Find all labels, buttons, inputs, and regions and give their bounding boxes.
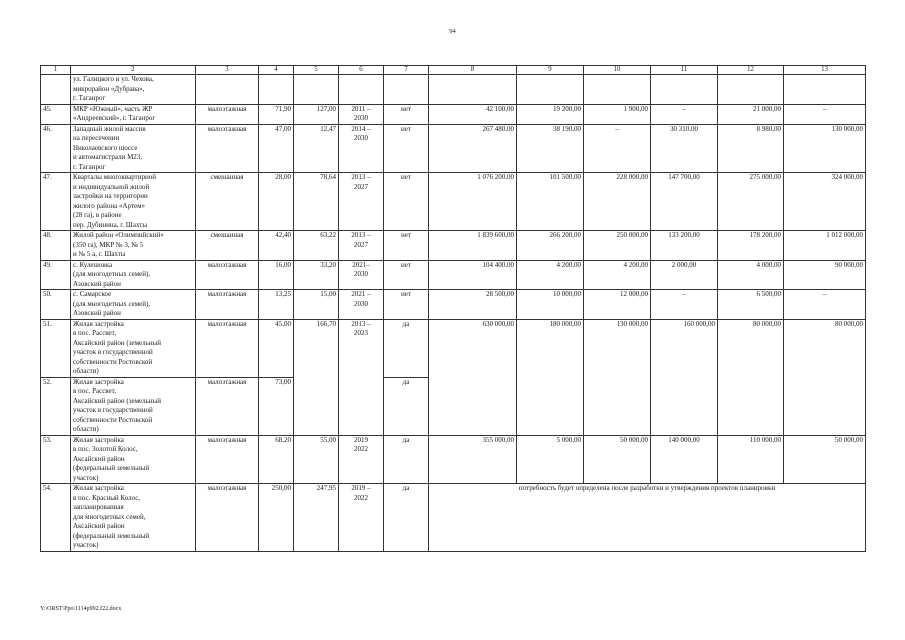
cell-c9: 180 000,00: [517, 319, 584, 435]
cell-type: малоэтажная: [196, 104, 259, 124]
column-header: 9: [517, 66, 584, 75]
cell-c8: 267 480,00: [429, 124, 517, 173]
cell-name: с. Самарское (для многодетных семей), Азовский район: [71, 290, 196, 320]
cell-type: малоэтажная: [196, 124, 259, 173]
cell-c4: 71,90: [259, 104, 294, 124]
cell-c10: 130 000,00: [584, 319, 651, 435]
table-row: [41, 260, 866, 290]
cell-type: малоэтажная: [196, 260, 259, 290]
cell-c8: 104 400,00: [429, 260, 517, 290]
column-header: 3: [196, 66, 259, 75]
cell-c7: да: [384, 484, 429, 552]
table-row: [41, 231, 866, 261]
continuation-name: ул. Галицкого и ул. Чехова, микрорайон «Дубрава», г. Таганрог: [71, 75, 196, 105]
cell-c12: 6 500,00: [718, 290, 784, 320]
cell-c4: 73,00: [259, 377, 294, 435]
cell-num: 53.: [41, 435, 71, 484]
cell-c9: 19 200,00: [517, 104, 584, 124]
cell-c4: 68,20: [259, 435, 294, 484]
cell-c10: 1 900,00: [584, 104, 651, 124]
cell-c6: 2019 2022: [339, 435, 384, 484]
cell-c13: 90 000,00: [784, 260, 866, 290]
column-header: 4: [259, 66, 294, 75]
cell-c10: 12 000,00: [584, 290, 651, 320]
header-row: [41, 66, 866, 75]
cell-c11: 140 000,00: [651, 435, 718, 484]
table-row: [41, 124, 866, 173]
cell-c12: 80 000,00: [718, 319, 784, 435]
cell-num: 48.: [41, 231, 71, 261]
cell-name: Жилая застройка в пос. Рассвет, Аксайский район (земельный участок в государственной собственности Ростовской области): [71, 377, 196, 435]
cell-c7: нет: [384, 260, 429, 290]
cell-c5: 247,95: [294, 484, 339, 552]
footer-file-path: Y:\ORST\Ppo\1114p992.f22.docx: [40, 606, 122, 612]
continuation-row: [41, 75, 866, 105]
cell-type: малоэтажная: [196, 377, 259, 435]
cell-name: с. Кулешовка (для многодетных семей), Азовский район: [71, 260, 196, 290]
table-body: [41, 75, 866, 552]
cell-c7: нет: [384, 173, 429, 231]
cell-num: 51.: [41, 319, 71, 377]
cell-c5: 15,00: [294, 290, 339, 320]
table-row: [41, 319, 866, 377]
cell-num: 45.: [41, 104, 71, 124]
table-row: [41, 290, 866, 320]
cell-c11: 133 200,00: [651, 231, 718, 261]
cell-c11: –: [651, 104, 718, 124]
cell-c5: 33,20: [294, 260, 339, 290]
table-header: [41, 66, 866, 75]
column-header: 8: [429, 66, 517, 75]
cell-c4: 28,00: [259, 173, 294, 231]
cell-c5: 63,22: [294, 231, 339, 261]
column-header: 7: [384, 66, 429, 75]
cell-type: смешанная: [196, 173, 259, 231]
cell-c11: 147 700,00: [651, 173, 718, 231]
cell-num: 49.: [41, 260, 71, 290]
cell-c9: 10 000,00: [517, 290, 584, 320]
cell-type: малоэтажная: [196, 319, 259, 377]
column-header: 6: [339, 66, 384, 75]
cell-c4: 47,00: [259, 124, 294, 173]
cell-c13: 324 000,00: [784, 173, 866, 231]
cell-c5: 78,64: [294, 173, 339, 231]
cell-c5: 127,00: [294, 104, 339, 124]
cell-note: потребность будет определена после разработки и утверждения проектов планировки: [429, 484, 866, 552]
cell-c8: 1 076 200,00: [429, 173, 517, 231]
cell-c13: 50 000,00: [784, 435, 866, 484]
cell-c6: 2021 – 2030: [339, 290, 384, 320]
column-header: 12: [718, 66, 784, 75]
cell-name: Жилой район «Олимпийский» (350 га), МКР № 3, № 5 и № 5 а, г. Шахты: [71, 231, 196, 261]
cell-num: 54.: [41, 484, 71, 552]
column-header: 1: [41, 66, 71, 75]
cell-c7: да: [384, 435, 429, 484]
cell-c6: 2019 – 2022: [339, 484, 384, 552]
column-header: 11: [651, 66, 718, 75]
cell-c6: 2013 – 2027: [339, 173, 384, 231]
cell-num: 47.: [41, 173, 71, 231]
cell-num: 50.: [41, 290, 71, 320]
table-row: [41, 104, 866, 124]
cell-c12: 8 980,00: [718, 124, 784, 173]
cell-name: МКР «Южный», часть ЖР «Андреевский», г. Таганрог: [71, 104, 196, 124]
cell-c8: 42 100,00: [429, 104, 517, 124]
cell-c4: 45,00: [259, 319, 294, 377]
cell-name: Западный жилой массив на пересечении Николаевского шоссе и автомагистрали М23, г. Таганрог: [71, 124, 196, 173]
cell-c9: 266 200,00: [517, 231, 584, 261]
page-number: 94: [449, 28, 456, 35]
column-header: 2: [71, 66, 196, 75]
cell-c13: 80 000,00: [784, 319, 866, 435]
cell-c9: 38 190,00: [517, 124, 584, 173]
cell-c6: 2011 – 2030: [339, 104, 384, 124]
cell-c10: 250 000,00: [584, 231, 651, 261]
cell-c10: 228 000,00: [584, 173, 651, 231]
column-header: 10: [584, 66, 651, 75]
cell-name: Жилая застройка в пос. Золотой Колос, Аксайский район (федеральный земельный участок): [71, 435, 196, 484]
cell-c12: 21 000,00: [718, 104, 784, 124]
cell-c7: нет: [384, 104, 429, 124]
cell-c9: 101 500,00: [517, 173, 584, 231]
cell-name: Жилая застройка в пос. Рассвет, Аксайский район (земельный участок в государственной собственности Ростовской области): [71, 319, 196, 377]
cell-type: малоэтажная: [196, 290, 259, 320]
cell-c8: 28 500,00: [429, 290, 517, 320]
cell-name: Кварталы многоквартирной и индивидуальной жилой застройки на территории жилого района «Артем» (28 га), в районе пер. Дубинина, г. Шахты: [71, 173, 196, 231]
cell-c4: 13,25: [259, 290, 294, 320]
table-row: [41, 173, 866, 231]
cell-c13: –: [784, 290, 866, 320]
cell-c11: –: [651, 290, 718, 320]
cell-c11: 30 310,00: [651, 124, 718, 173]
cell-c8: 355 000,00: [429, 435, 517, 484]
cell-num: 52.: [41, 377, 71, 435]
cell-c5: 12,47: [294, 124, 339, 173]
cell-c4: 250,00: [259, 484, 294, 552]
table-row: [41, 435, 866, 484]
cell-c8: 630 000,00: [429, 319, 517, 435]
cell-c10: 50 000,00: [584, 435, 651, 484]
cell-c13: –: [784, 104, 866, 124]
cell-c12: 275 000,00: [718, 173, 784, 231]
table-row: [41, 484, 866, 552]
cell-c12: 110 000,00: [718, 435, 784, 484]
cell-c12: 4 000,00: [718, 260, 784, 290]
cell-c6: 2013 – 2023: [339, 319, 384, 435]
cell-name: Жилая застройка в пос. Красный Колос, запланированная для многодетных семей, Аксайский район (федеральный земельный участок): [71, 484, 196, 552]
document-table: [40, 65, 866, 552]
cell-c8: 1 839 600,00: [429, 231, 517, 261]
cell-c11: 2 000,00: [651, 260, 718, 290]
cell-c4: 16,00: [259, 260, 294, 290]
cell-c10: –: [584, 124, 651, 173]
cell-c9: 5 000,00: [517, 435, 584, 484]
cell-c7: нет: [384, 124, 429, 173]
cell-c7: да: [384, 377, 429, 435]
cell-num: 46.: [41, 124, 71, 173]
cell-c6: 2013 – 2027: [339, 231, 384, 261]
cell-type: малоэтажная: [196, 435, 259, 484]
column-header: 13: [784, 66, 866, 75]
cell-c13: 130 000,00: [784, 124, 866, 173]
cell-c7: да: [384, 319, 429, 377]
cell-type: малоэтажная: [196, 484, 259, 552]
cell-c5: 55,00: [294, 435, 339, 484]
cell-c6: 2014 – 2030: [339, 124, 384, 173]
column-header: 5: [294, 66, 339, 75]
cell-c7: нет: [384, 231, 429, 261]
cell-c13: 1 012 000,00: [784, 231, 866, 261]
cell-c10: 4 200,00: [584, 260, 651, 290]
cell-c4: 42,40: [259, 231, 294, 261]
cell-c7: нет: [384, 290, 429, 320]
cell-c6: 2021– 2030: [339, 260, 384, 290]
cell-c5: 166,70: [294, 319, 339, 435]
cell-type: смешанная: [196, 231, 259, 261]
cell-c12: 178 200,00: [718, 231, 784, 261]
cell-c11: 160 000,00: [651, 319, 718, 435]
cell-c9: 4 200,00: [517, 260, 584, 290]
